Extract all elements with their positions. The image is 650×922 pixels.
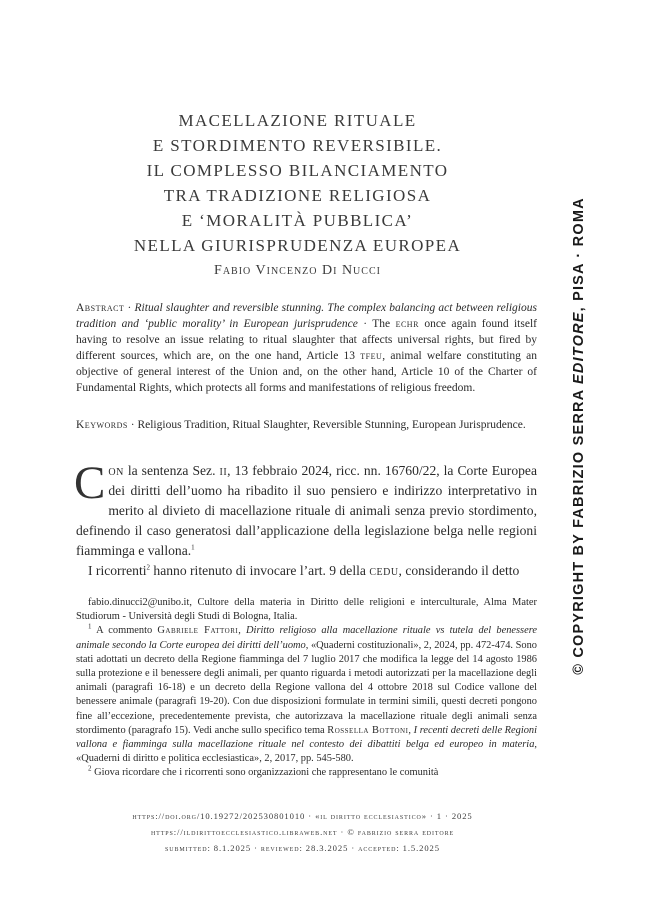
body-paragraph xyxy=(76,561,537,581)
title-line: IL COMPLESSO BILANCIAMENTO xyxy=(146,161,449,180)
keywords xyxy=(76,417,537,433)
cited-title: Diritto religioso alla macellazione rituale vs tutela del benessere animale secondo la Corte europea dei diritti dell’uomo xyxy=(76,625,537,651)
cited-author: Gabriele Fattori xyxy=(157,625,239,637)
abstract-text: , animal welfare constituting an objective of general interest of the Union and, on the other hand, Article 10 of the Charter of Fundamental Rights, which protects all forms and manifestations of religious freedom. xyxy=(76,350,537,394)
small-caps-word: cedu xyxy=(369,563,399,578)
cited-author: Rossella Bottoni xyxy=(327,724,409,736)
footnote-number: 2 xyxy=(88,764,92,773)
abstract-label: Abstract xyxy=(76,302,125,314)
title-line: TRA TRADIZIONE RELIGIOSA xyxy=(163,186,432,205)
small-caps-word: on xyxy=(108,463,124,478)
abstract-text: · The xyxy=(357,318,396,330)
author-name: Fabio Vincenzo Di Nucci xyxy=(214,263,381,278)
footnote-text: , «Quaderni di diritto e politica ecclesiastica», 2, 2017, pp. 545-580. xyxy=(76,739,537,765)
body-text-run: I ricorrenti xyxy=(88,563,147,578)
footer-website-line: https://ildirittoecclesiastico.libraweb.net · © fabrizio serra editore xyxy=(150,827,455,837)
keywords-label: Keywords xyxy=(76,419,128,431)
drop-cap: C xyxy=(74,457,106,509)
body-text-run: hanno ritenuto di invocare l’art. 9 della xyxy=(150,563,370,578)
body-text xyxy=(74,457,537,581)
abstract-english-title: Ritual slaughter and reversible stunning. The complex balancing act between religious tradition and ‘public morality’ in European jurisprudence xyxy=(76,302,537,330)
abstract xyxy=(76,300,537,396)
footnote-ref[interactable]: 2 xyxy=(146,563,150,572)
footnote-text: , xyxy=(238,625,247,637)
copyright-prefix: © COPYRIGHT BY xyxy=(571,527,587,675)
footnote-text: , xyxy=(408,724,414,736)
footnote-2 xyxy=(76,766,537,780)
copyright-suffix: , PISA · ROMA xyxy=(571,197,587,312)
abstract-text: once again found itself having to resolve an issue relating to ritual slaughter that affects universal rights, but fired by different sources, which are, on the one hand, Article 13 xyxy=(76,318,537,362)
cited-title: I recenti decreti delle Regioni vallona e fiamminga sulla macellazione rituale nel contesto dei dibattiti belga ed europeo in materia xyxy=(76,724,537,751)
footer-doi-line: https://doi.org/10.19272/202530801010 · «il diritto ecclesiastico» · 1 · 2025 xyxy=(132,811,473,821)
body-paragraph xyxy=(74,457,537,561)
footnote-text: , «Quaderni costituzionali», 2, 2024, pp. 472-474. Sono stati adottati un decreto della Regione fiamminga del 7 luglio 2017 che modifica la legge del 14 agosto 1986 sulla protezione e il benessere degli animali, per quanto riguarda i metodi autorizzati per la macellazione degli animali (paragrafi 16-18) e un decreto della Regione vallona del 4 ottobre 2018 sul Codice vallone del benessere animale (paragrafi 19-20). Con due disposizioni formulate in termini simili, questi decreti pongono fine all’eccezione, precedentemente prevista, che autorizzava la macellazione rituale degli animali senza stordimento (paragrafo 15). Vedi anche sullo specifico tema xyxy=(76,639,538,736)
body-text-run: la sentenza Sez. xyxy=(123,463,220,478)
title-line: E ‘MORALITÀ PUBBLICA’ xyxy=(181,211,414,230)
keywords-text: · Religious Tradition, Ritual Slaughter, Reversible Stunning, European Jurisprudence. xyxy=(127,419,526,431)
footnotes xyxy=(76,596,537,781)
footnote-text: Giova ricordare che i ricorrenti sono organizzazioni che rappresentano le comunità xyxy=(91,767,439,779)
affiliation-note: fabio.dinucci2@unibo.it, Cultore della materia in Diritto delle religioni e interculturale, Alma Mater Studiorum - Università degli Studi di Bologna, Italia. xyxy=(76,597,537,623)
footnote-number: 1 xyxy=(88,622,92,631)
abstract-separator: · xyxy=(124,302,135,314)
abstract-acronym: tfeu xyxy=(360,350,383,362)
copyright-publisher: FABRIZIO SERRA xyxy=(571,383,587,528)
footnote-ref[interactable]: 1 xyxy=(191,543,195,552)
title-line: MACELLAZIONE RITUALE xyxy=(178,111,417,130)
title-line: E STORDIMENTO REVERSIBILE. xyxy=(152,136,443,155)
copyright-role: EDITORE xyxy=(571,311,587,384)
footnote-1 xyxy=(76,624,537,766)
copyright-notice xyxy=(571,197,587,675)
footnote-text: A commento xyxy=(91,625,158,637)
abstract-acronym: echr xyxy=(395,318,419,330)
title-line: NELLA GIURISPRUDENZA EUROPEA xyxy=(133,236,462,255)
body-text-run: , 13 febbraio 2024, ricc. nn. 16760/22, la Corte Europea dei diritti dell’uomo ha ribadito il suo pensiero e indirizzo interpretativo in merito al divieto di macellazione rituale di animali senza previo stordimento, definendo il caso generatosi dall’applicazione della legislazione belga nelle regioni fiamminga e vallona. xyxy=(76,463,537,558)
small-caps-word: ii xyxy=(219,463,228,478)
footer-dates-line: submitted: 8.1.2025 · reviewed: 28.3.2025 · accepted: 1.5.2025 xyxy=(165,843,440,853)
article-title xyxy=(70,108,525,258)
body-text-run: , considerando il detto xyxy=(398,563,520,578)
